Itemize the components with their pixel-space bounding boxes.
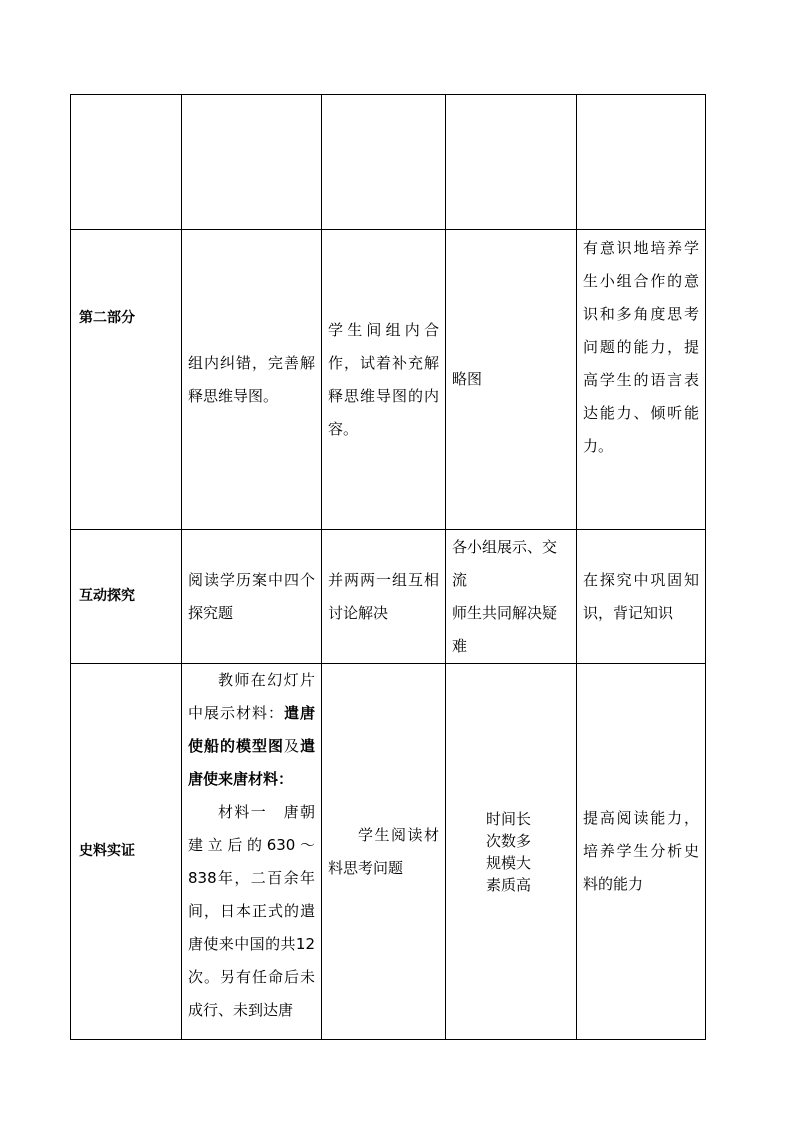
teacher-activity: 阅读学历案中四个探究题	[188, 570, 315, 622]
media-text-line: 师生共同解决疑难	[452, 603, 558, 655]
lesson-plan-table	[70, 94, 706, 1040]
design-intent: 在探究中巩固知识，背记知识	[583, 570, 699, 622]
table-cell	[322, 95, 446, 230]
intent-cell	[577, 664, 706, 1040]
table-row	[71, 230, 706, 530]
design-intent: 提高阅读能力，培养学生分析史料的能力	[583, 809, 699, 893]
media-list-item: 时间长	[486, 809, 532, 828]
table-cell	[71, 95, 182, 230]
media-text: 略图	[452, 370, 483, 388]
teacher-bold-text: 遣唐使来唐材料	[188, 737, 315, 788]
stage-label: 第二部分	[79, 310, 135, 326]
stage-label: 史料实证	[79, 843, 135, 859]
table-row	[71, 664, 706, 1040]
table-cell	[577, 95, 706, 230]
student-paragraph	[328, 819, 439, 885]
teacher-activity-cell	[182, 530, 322, 664]
media-cell	[446, 530, 577, 664]
media-cell	[446, 230, 577, 530]
table-cell	[182, 95, 322, 230]
student-activity-cell	[322, 530, 446, 664]
student-activity: 并两两一组互相讨论解决	[328, 570, 439, 622]
stage-label: 互动探究	[79, 588, 135, 604]
teacher-text: 及	[283, 737, 300, 755]
student-activity-cell	[322, 664, 446, 1040]
media-text-line: 各小组展示、交流	[452, 537, 558, 589]
student-activity: 学生阅读材料思考问题	[328, 825, 439, 877]
intent-cell	[577, 530, 706, 664]
teacher-bold-text: ：	[278, 770, 294, 788]
student-activity-cell	[322, 230, 446, 530]
design-intent: 有意识地培养学生小组合作的意识和多角度思考问题的能力，提高学生的语言表达能力、倾听能力。	[583, 239, 699, 455]
teacher-activity: 组内纠错，完善解释思维导图。	[188, 353, 315, 405]
material-text: 材料一 唐朝建立后的630～838年，二百余年间，日本正式的遣唐使来中国的共12次。另有任命后未成行、未到达唐	[188, 803, 315, 1019]
teacher-intro: 教师在幻灯片中展示材料：	[188, 671, 315, 722]
media-list-item: 规模大	[486, 853, 532, 872]
teacher-bold-text: 遣唐使船的模型图	[188, 704, 315, 755]
table-cell	[446, 95, 577, 230]
intent-cell	[577, 230, 706, 530]
table-row-empty	[71, 95, 706, 230]
stage-cell	[71, 230, 182, 530]
stage-cell	[71, 664, 182, 1040]
table-row	[71, 530, 706, 664]
teacher-activity-cell	[182, 664, 322, 1040]
media-list-item: 次数多	[486, 831, 532, 850]
material-paragraph	[188, 796, 315, 1027]
student-activity: 学生间组内合作，试着补充解释思维导图的内容。	[328, 320, 439, 438]
stage-cell	[71, 530, 182, 664]
media-cell	[446, 664, 577, 1040]
teacher-paragraph	[188, 664, 315, 796]
teacher-activity-cell	[182, 230, 322, 530]
media-list-item: 素质高	[486, 875, 532, 894]
